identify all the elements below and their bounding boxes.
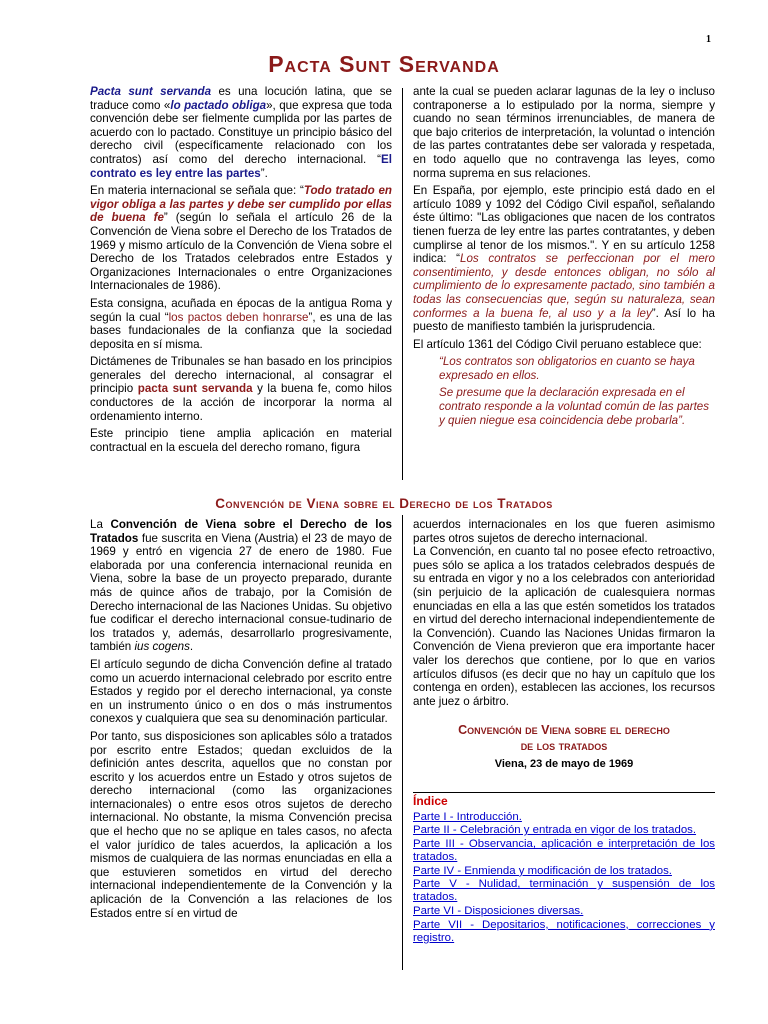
quote-highlight: Todo tratado en vigor obliga a las partes y debe ser cumplido por ellas de buena fe <box>90 184 392 225</box>
paragraph: El artículo segundo de dicha Convención define al tratado como un acuerdo internacional celebrado por escrito entre Estados y regido por el derecho internacional, ya conste en un instrumento único o en dos o más instrumentos conexos y cualquiera que sea su denominación particular. <box>90 657 392 726</box>
text: Esta consigna, acuñada en épocas de la antigua Roma y según la cual “ <box>90 296 392 324</box>
paragraph: ante la cual se pueden aclarar lagunas de la ley o incluso contraponerse a lo estipulado por la norma, siempre y cuando no sean términos irrenunciables, de manera de que bajo criterios de interpretación, la voluntad o intención de las partes contratantes debe ser valorada y respetada, en todo aquello que no contravenga las leyes, como norma suprema en sus relaciones. <box>413 85 715 180</box>
paragraph <box>90 85 392 180</box>
term-highlight: pacta sunt servanda <box>137 382 253 396</box>
column-divider <box>402 88 403 480</box>
toc-link-parte-1[interactable]: Parte I - Introducción. <box>413 810 522 823</box>
subsection-heading <box>413 722 715 754</box>
quote-highlight: los pactos deben honrarse <box>168 310 309 324</box>
date-line: Viena, 23 de mayo de 1969 <box>494 758 634 771</box>
quote-highlight: Los contratos se perfeccionan por el mero consentimiento, y desde entonces obligan, no sólo al cumplimiento de lo expresamente pactado, sino también a todas las consecuencias que, según su naturaleza, sean conformes a la buena fe, al uso y a la ley <box>413 252 715 320</box>
toc-link-parte-5[interactable]: Parte V - Nulidad, terminación y suspensión de los tratados. <box>413 878 715 904</box>
block-quote: “Los contratos son obligatorios en cuanto se haya expresado en ellos. <box>439 355 695 382</box>
paragraph <box>413 184 715 334</box>
text: ”, es una de las bases fundacionales de la confianza que la sociedad deposita en sí misma. <box>90 310 392 351</box>
toc-link-parte-7[interactable]: Parte VII - Depositarios, notificaciones, correcciones y registro. <box>413 918 715 944</box>
term-highlight: Convención de Viena sobre el Derecho de los Tratados <box>90 518 392 545</box>
text: fue suscrita en Viena (Austria) el 23 de mayo de 1969 y entró en vigencia 27 de enero de 1980. Fue elaborada por una conferencia internacional reunida en Viena, sobre la base de un proyecto preparado, durante más de quince años de trabajo, por la Comisión de Derecho internacional de las Naciones Unidas. Su objetivo fue codificar el derecho internacional consue-tudinario de los tratados y, además, desarrollarlo progresivamente, también <box>90 531 392 654</box>
quote-highlight: El contrato es ley entre las partes <box>90 152 392 180</box>
term-highlight: lo pactado obliga <box>170 98 267 112</box>
paragraph <box>90 355 392 423</box>
term-italic: ius cogens <box>134 640 190 654</box>
text: », que expresa que toda convención debe ser fielmente cumplida por las partes de acuerdo con lo pactado. Constituye un principio básico del derecho civil (específicamente relacionado con los contratos) así como del derecho internacional. “ <box>90 98 392 166</box>
column-1 <box>90 85 392 458</box>
text: . <box>189 640 194 654</box>
paragraph: El artículo 1361 del Código Civil peruano establece que: <box>413 337 702 351</box>
toc-list <box>413 811 715 945</box>
table-of-contents <box>413 792 715 945</box>
section-heading: Convención de Viena sobre el Derecho de los Tratados <box>215 496 553 511</box>
column-2 <box>413 85 715 431</box>
paragraph: La Convención, en cuanto tal no posee efecto retroactivo, pues sólo se aplica a los tratados celebrados después de su entrada en vigor y no a los celebrados con anterioridad (sin perjuicio de la aplicación de cualesquiera normas enunciadas en ella a las que estén sometidos los tratados en virtud del derecho internacional independientemente de la Convención). Cuando las Naciones Unidas firmaron la Convención de Viena previeron que era importante hacer valer los derechos que contiene, por lo que en varios artículos difusos (es decir que no hay un capítulo que los contenga en orden), establecen las acciones, los recursos ante juez o árbitro. <box>413 545 715 708</box>
text: En España, por ejemplo, este principio está dado en el artículo 1089 y 1092 del Código Civil español, señalando éste último: "Las obligaciones que nacen de los contratos tienen fuerza de ley entre las partes contratantes, y deben cumplirse al tenor de los mismos.". Y en su artículo 1258 indica: “ <box>413 184 715 266</box>
paragraph <box>90 297 392 351</box>
heading-line: de los tratados <box>520 739 608 754</box>
paragraph: Este principio tiene amplia aplicación en material contractual en la escuela del derecho romano, figura <box>90 427 392 454</box>
page-number: 1 <box>706 34 711 45</box>
toc-link-parte-3[interactable]: Parte III - Observancia, aplicación e interpretación de los tratados. <box>413 838 715 863</box>
toc-link-parte-4[interactable]: Parte IV - Enmienda y modificación de los tratados. <box>413 864 672 877</box>
column-divider <box>402 515 403 970</box>
text: En materia internacional se señala que: “ <box>90 184 304 198</box>
paragraph <box>90 518 392 654</box>
text: Dictámenes de Tribunales se han basado en los principios generales del derecho internacional, al consagrar el principio <box>90 355 392 396</box>
column-3 <box>90 518 392 924</box>
text: La <box>90 518 111 531</box>
column-4 <box>413 518 715 945</box>
paragraph <box>90 184 392 293</box>
paragraph: Por tanto, sus disposiciones son aplicables sólo a tratados por escrito entre Estados; quedan excluidos de la definición antes descrita, aquellos que no constan por escrito y los acuerdos entre un Estado y otros sujetos de derecho internacional (como las organizaciones internacionales) o entre esos otros sujetos de derecho internacional. No obstante, la misma Convención precisa que el hecho que no se aplique en tales casos, no afecta el valor jurídico de tales acuerdos, la aplicación a los mismos de cualquiera de las normas enunciadas en ella a que estuvieren sometidos en virtud del derecho internacional independientemente de la Convención y la aplicación de la Convención a las relaciones de los Estados entre sí en virtud de <box>90 729 392 920</box>
text: ” (según lo señala el artículo 26 de la Convención de Viena sobre el Derecho de los Tratados de 1969 y mismo artículo de la Convención de Viena sobre el Derecho de los Tratados celebrados entre Estados y Organizaciones Internacionales o entre Organizaciones Internacionales de 1986). <box>90 211 392 293</box>
block-quote: Se presume que la declaración expresada en el contrato responde a la voluntad común de las partes y quien niegue esa coincidencia debe probarla”. <box>439 386 710 427</box>
toc-heading: Índice <box>413 793 448 808</box>
paragraph: acuerdos internacionales en los que fueren asimismo partes otros sujetos de derecho internacional. <box>413 518 715 545</box>
toc-link-parte-2[interactable]: Parte II - Celebración y entrada en vigor de los tratados. <box>413 824 697 837</box>
text: ”. Así lo ha puesto de manifiesto también la jurisprudencia. <box>413 306 715 334</box>
text: y la buena fe, como hilos conductores de la acción de incorporar la norma al ordenamiento interno. <box>90 382 392 423</box>
page-title: Pacta Sunt Servanda <box>268 51 500 77</box>
text: ”. <box>260 166 268 180</box>
term-highlight: Pacta sunt servanda <box>90 85 212 98</box>
toc-link-parte-6[interactable]: Parte VI - Disposiciones diversas. <box>413 905 584 918</box>
text: es una locución latina, que se traduce como « <box>90 85 392 112</box>
heading-line: Convención de Viena sobre el derecho <box>458 723 670 738</box>
